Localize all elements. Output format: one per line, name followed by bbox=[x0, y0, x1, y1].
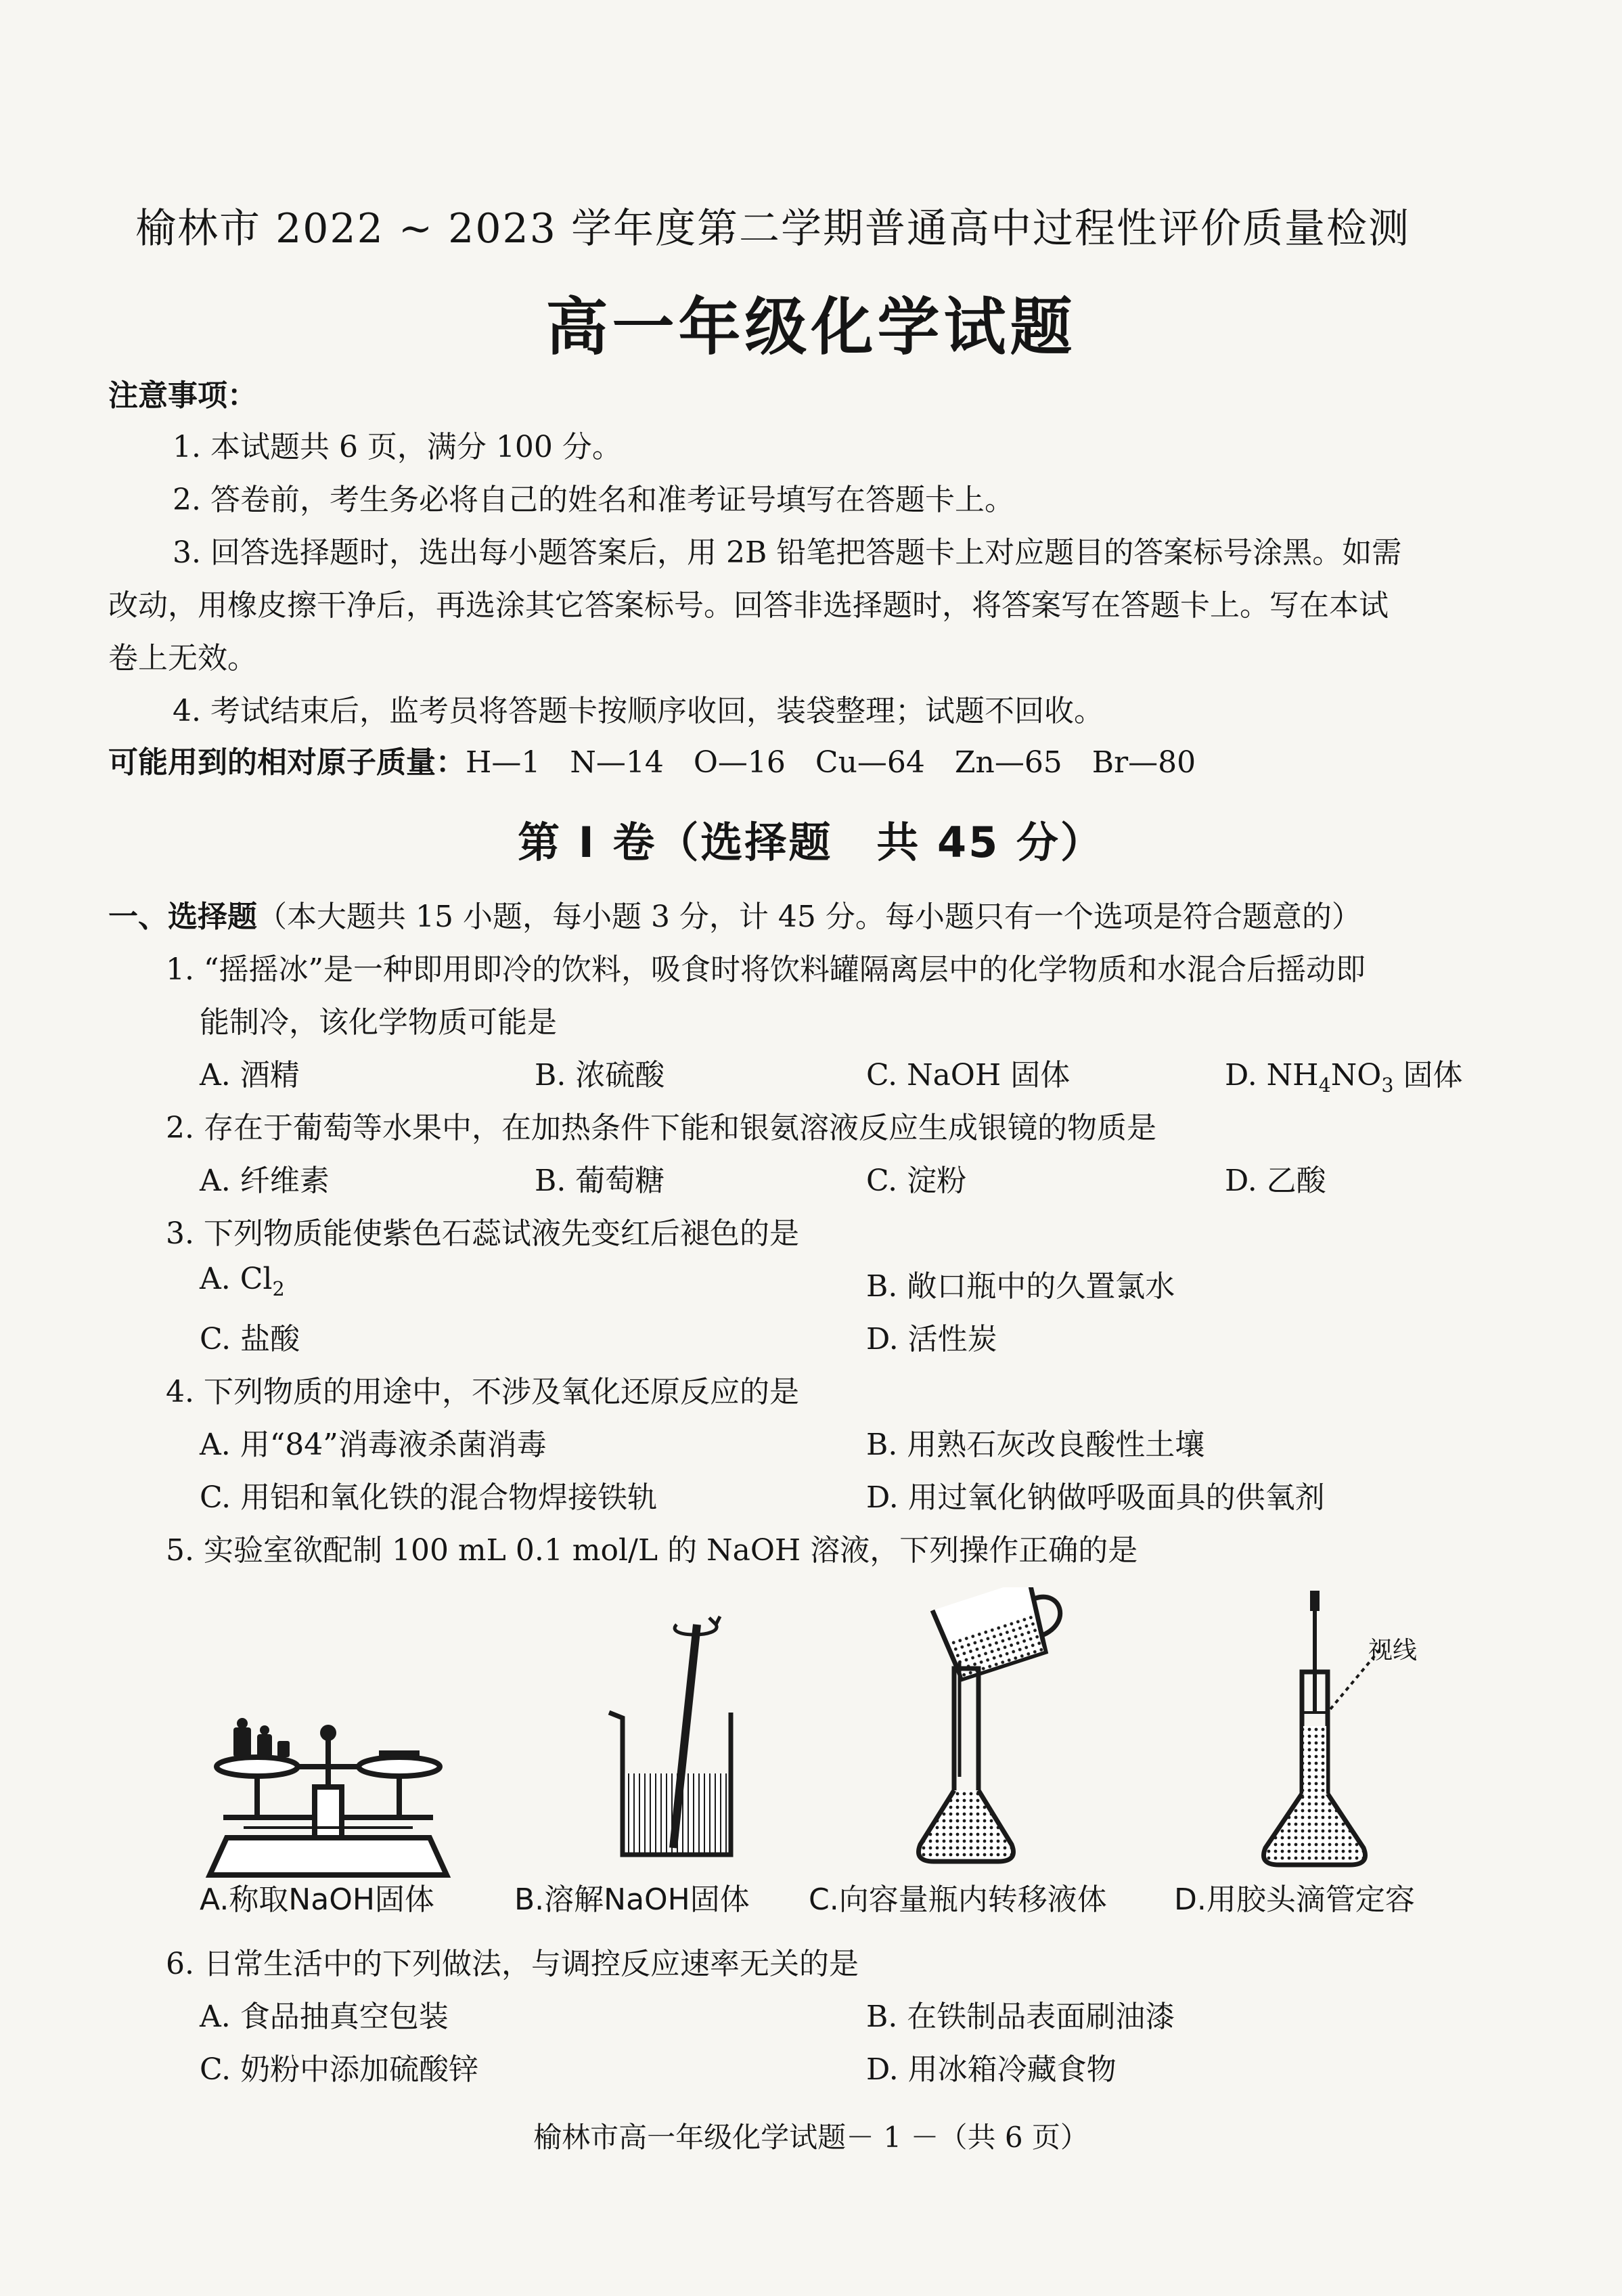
section-title: 第 Ⅰ 卷（选择题 共 45 分） bbox=[518, 818, 1104, 867]
volumetric-flask-transfer-figure bbox=[907, 1587, 1096, 1872]
question-1-stem-cont: 能制冷，该化学物质可能是 bbox=[200, 1005, 557, 1040]
page-footer: 榆林市高一年级化学试题－ 1 －（共 6 页） bbox=[533, 2121, 1089, 2154]
question-1-option-c: C. NaOH 固体 bbox=[866, 1058, 1071, 1092]
question-6-option-a: A. 食品抽真空包装 bbox=[200, 2000, 449, 2034]
atomic-masses bbox=[108, 738, 1196, 781]
figure-a-caption: A.称取NaOH固体 bbox=[200, 1882, 434, 1917]
question-4-option-b: B. 用熟石灰改良酸性土壤 bbox=[866, 1428, 1205, 1462]
question-6-option-c: C. 奶粉中添加硫酸锌 bbox=[200, 2052, 479, 2087]
question-1-option-a: A. 酒精 bbox=[200, 1058, 300, 1092]
question-1-option-d bbox=[1225, 1051, 1463, 1097]
question-2-option-a: A. 纤维素 bbox=[200, 1164, 330, 1198]
q1-d-post: 固体 bbox=[1393, 1058, 1463, 1092]
question-3-option-a bbox=[200, 1262, 285, 1300]
notice-item-3-cont: 改动，用橡皮擦干净后，再选涂其它答案标号。回答非选择题时，将答案写在答题卡上。写在本试 bbox=[108, 588, 1389, 623]
q1-d-pre: D. NH bbox=[1225, 1058, 1319, 1092]
beaker-stirring-figure bbox=[595, 1597, 758, 1868]
sight-line-label: 视线 bbox=[1368, 1637, 1418, 1664]
question-5-stem: 5. 实验室欲配制 100 mL 0.1 mol/L 的 NaOH 溶液，下列操作正确的是 bbox=[166, 1533, 1138, 1568]
q1-d-sub2: 3 bbox=[1381, 1073, 1394, 1097]
q1-d-sub1: 4 bbox=[1318, 1073, 1331, 1097]
figure-b-caption: B.溶解NaOH固体 bbox=[514, 1882, 750, 1917]
figure-d-caption: D.用胶头滴管定容 bbox=[1174, 1882, 1415, 1917]
question-2-option-d: D. 乙酸 bbox=[1225, 1164, 1326, 1198]
question-3-option-d: D. 活性炭 bbox=[866, 1322, 997, 1356]
question-2-stem: 2. 存在于葡萄等水果中，在加热条件下能和银氨溶液反应生成银镜的物质是 bbox=[166, 1111, 1156, 1145]
question-4-option-a: A. 用“84”消毒液杀菌消毒 bbox=[200, 1428, 547, 1462]
balance-scale-figure bbox=[196, 1685, 460, 1889]
notice-heading: 注意事项： bbox=[108, 378, 257, 413]
question-4-stem: 4. 下列物质的用途中，不涉及氧化还原反应的是 bbox=[166, 1375, 799, 1409]
notice-item-1: 1. 本试题共 6 页，满分 100 分。 bbox=[173, 430, 622, 464]
question-1-option-b: B. 浓硫酸 bbox=[535, 1058, 665, 1092]
atomic-masses-label: 可能用到的相对原子质量： bbox=[108, 745, 466, 780]
notice-item-3-cont2: 卷上无效。 bbox=[108, 641, 257, 676]
question-6-stem: 6. 日常生活中的下列做法，与调控反应速率无关的是 bbox=[166, 1947, 859, 1981]
q3-a-sub: 2 bbox=[272, 1277, 285, 1300]
atomic-masses-values: H—1 N—14 O—16 Cu—64 Zn—65 Br—80 bbox=[466, 745, 1196, 780]
part-heading-note: （本大题共 15 小题，每小题 3 分，计 45 分。每小题只有一个选项是符合题意的） bbox=[257, 900, 1361, 934]
question-1-stem: 1. “摇摇冰”是一种即用即冷的饮料，吸食时将饮料罐隔离层中的化学物质和水混合后摇动即 bbox=[166, 952, 1366, 987]
question-2-option-c: C. 淀粉 bbox=[866, 1164, 967, 1198]
question-4-option-c: C. 用铝和氧化铁的混合物焊接铁轨 bbox=[200, 1480, 658, 1515]
figure-c-caption: C.向容量瓶内转移液体 bbox=[809, 1882, 1107, 1917]
q3-a-pre: A. Cl bbox=[200, 1262, 273, 1296]
question-6-option-d: D. 用冰箱冷藏食物 bbox=[866, 2052, 1117, 2087]
question-6-option-b: B. 在铁制品表面刷油漆 bbox=[866, 2000, 1175, 2034]
notice-item-4: 4. 考试结束后，监考员将答题卡按顺序收回，装袋整理；试题不回收。 bbox=[173, 694, 1104, 728]
part-heading-label: 一、选择题 bbox=[108, 900, 257, 934]
question-3-stem: 3. 下列物质能使紫色石蕊试液先变红后褪色的是 bbox=[166, 1216, 799, 1251]
question-4-option-d: D. 用过氧化钠做呼吸面具的供氧剂 bbox=[866, 1480, 1325, 1515]
part-heading bbox=[108, 892, 1361, 935]
question-3-option-b: B. 敞口瓶中的久置氯水 bbox=[866, 1269, 1175, 1304]
question-2-option-b: B. 葡萄糖 bbox=[535, 1164, 665, 1198]
notice-item-3: 3. 回答选择题时，选出每小题答案后，用 2B 铅笔把答题卡上对应题目的答案标号涂黑。如需 bbox=[173, 535, 1402, 570]
question-3-option-c: C. 盐酸 bbox=[200, 1322, 300, 1356]
q1-d-mid: NO bbox=[1330, 1058, 1382, 1092]
exam-title: 高一年级化学试题 bbox=[545, 291, 1077, 363]
exam-header: 榆林市 2022 ~ 2023 学年度第二学期普通高中过程性评价质量检测 bbox=[135, 205, 1410, 252]
notice-item-2: 2. 答卷前，考生务必将自己的姓名和准考证号填写在答题卡上。 bbox=[173, 483, 1014, 517]
